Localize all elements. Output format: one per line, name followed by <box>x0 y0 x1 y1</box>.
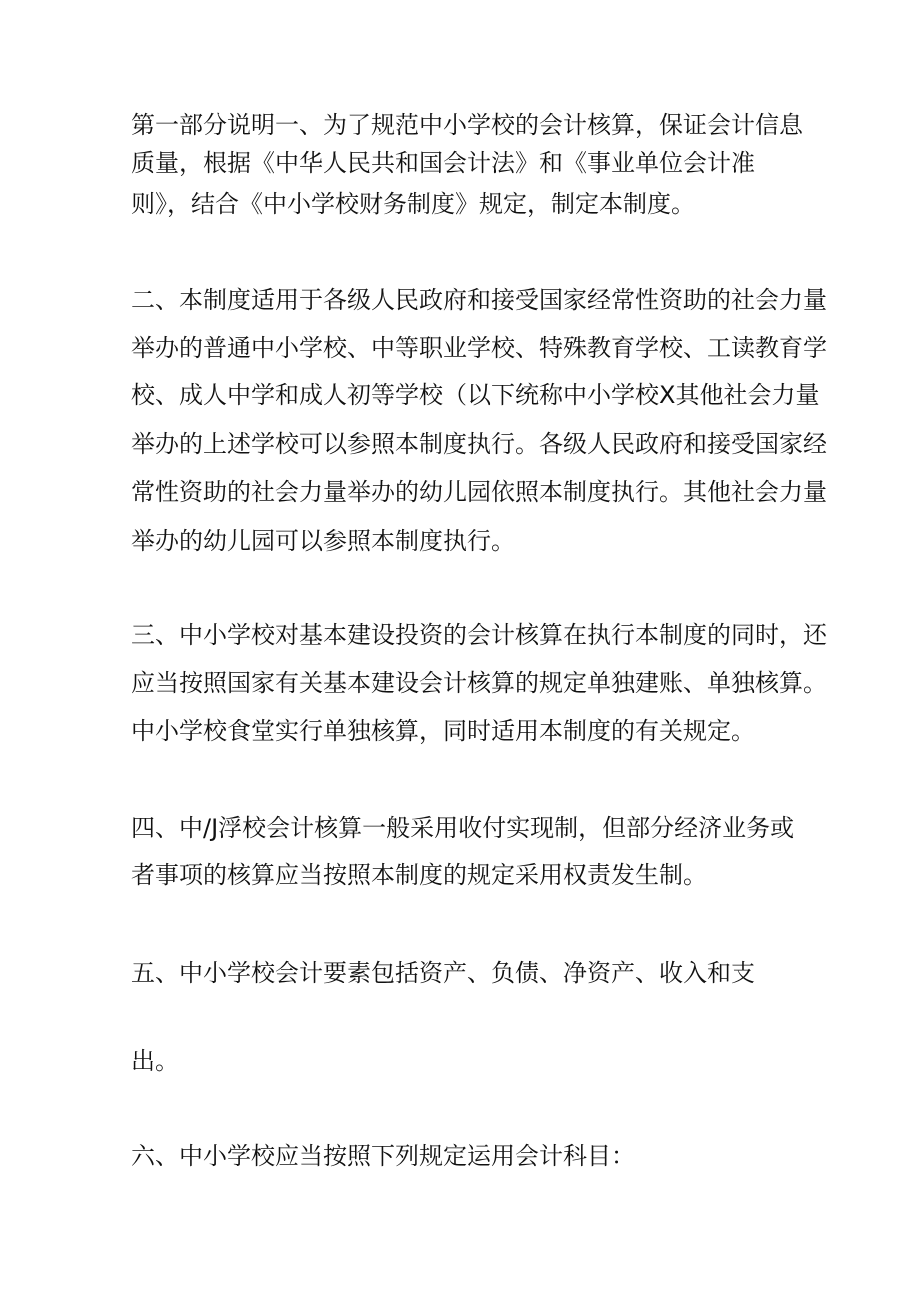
paragraph-2-line-3: 校、成人中学和成人初等学校（以下统称中小学校X其他社会力量 <box>131 381 820 409</box>
paragraph-1-line-3: 则》，结合《中小学校财务制度》规定，制定本制度。 <box>131 190 695 218</box>
paragraph-4-line-1: 四、中/J浮校会计核算一般采用收付实现制，但部分经济业务或 <box>131 814 795 842</box>
paragraph-5-line-1: 五、中小学校会计要素包括资产、负债、净资产、收入和支 <box>131 959 755 987</box>
paragraph-2-line-5: 常性资助的社会力量举办的幼儿园依照本制度执行。其他社会力量 <box>131 478 827 506</box>
paragraph-1-line-2: 质量，根据《中华人民共和国会计法》和《事业单位会计准 <box>131 149 755 177</box>
paragraph-7-line-1: 六、中小学校应当按照下列规定运用会计科目： <box>131 1142 635 1170</box>
paragraph-6-line-1: 出。 <box>131 1047 179 1075</box>
paragraph-3-line-2: 应当按照国家有关基本建设会计核算的规定单独建账、单独核算。 <box>131 669 827 697</box>
paragraph-1-line-1: 第一部分说明一、为了规范中小学校的会计核算，保证会计信息 <box>131 111 803 139</box>
paragraph-2-line-4: 举办的上述学校可以参照本制度执行。各级人民政府和接受国家经 <box>131 430 827 458</box>
paragraph-3-line-1: 三、中小学校对基本建设投资的会计核算在执行本制度的同时，还 <box>131 621 827 649</box>
paragraph-2-line-1: 二、本制度适用于各级人民政府和接受国家经常性资助的社会力量 <box>131 286 827 314</box>
paragraph-4-line-2: 者事项的核算应当按照本制度的规定采用权责发生制。 <box>131 861 707 889</box>
paragraph-3-line-3: 中小学校食堂实行单独核算，同时适用本制度的有关规定。 <box>131 717 755 745</box>
paragraph-2-line-6: 举办的幼儿园可以参照本制度执行。 <box>131 527 515 555</box>
paragraph-2-line-2: 举办的普通中小学校、中等职业学校、特殊教育学校、工读教育学 <box>131 334 827 362</box>
